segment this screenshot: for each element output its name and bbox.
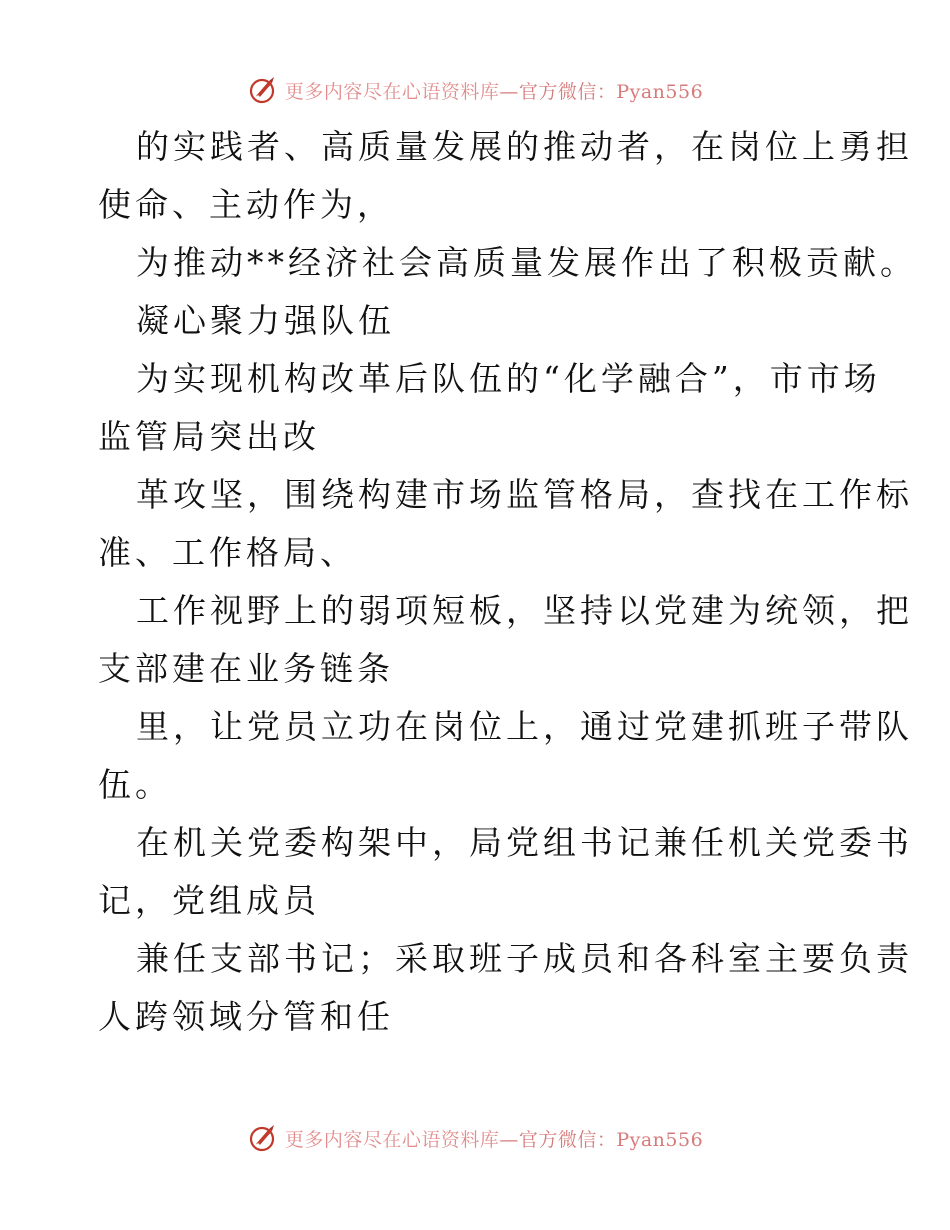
body-line: 准、工作格局、: [98, 533, 357, 572]
quill-logo-icon: [247, 74, 279, 106]
watermark-sub: —官方微信：Pyan556: [499, 1128, 704, 1151]
body-line: 的实践者、高质量发展的推动者，在岗位上勇担: [136, 127, 913, 166]
body-line: 兼任支部书记；采取班子成员和各科室主要负责: [136, 939, 913, 978]
section-heading: 凝心聚力强队伍: [136, 301, 395, 340]
body-line: 为实现机构改革后队伍的“化学融合”，市市场: [136, 359, 881, 398]
body-line: 人跨领域分管和任: [98, 997, 394, 1036]
document-body: [98, 118, 917, 1046]
body-line: 革攻坚，围绕构建市场监管格局，查找在工作标: [136, 475, 913, 514]
body-line: 为推动**经济社会高质量发展作出了积极贡献。: [136, 243, 917, 282]
footer-watermark: [0, 1118, 950, 1158]
body-line: 在机关党委构架中，局党组书记兼任机关党委书: [136, 823, 913, 862]
watermark-main: 更多内容尽在心语资料库: [284, 1128, 500, 1151]
watermark-sub: —官方微信：Pyan556: [499, 80, 704, 103]
quill-logo-icon: [247, 1122, 279, 1154]
watermark-text: [285, 77, 703, 104]
body-line: 支部建在业务链条: [98, 649, 394, 688]
body-line: 监管局突出改: [98, 417, 320, 456]
body-line: 记，党组成员: [98, 881, 320, 920]
body-line: 伍。: [98, 765, 172, 804]
watermark-main: 更多内容尽在心语资料库: [284, 80, 500, 103]
body-line: 里，让党员立功在岗位上，通过党建抓班子带队: [136, 707, 913, 746]
body-line: 使命、主动作为，: [98, 185, 394, 224]
header-watermark: [0, 70, 950, 110]
watermark-text: [285, 1125, 703, 1152]
body-line: 工作视野上的弱项短板，坚持以党建为统领，把: [136, 591, 913, 630]
